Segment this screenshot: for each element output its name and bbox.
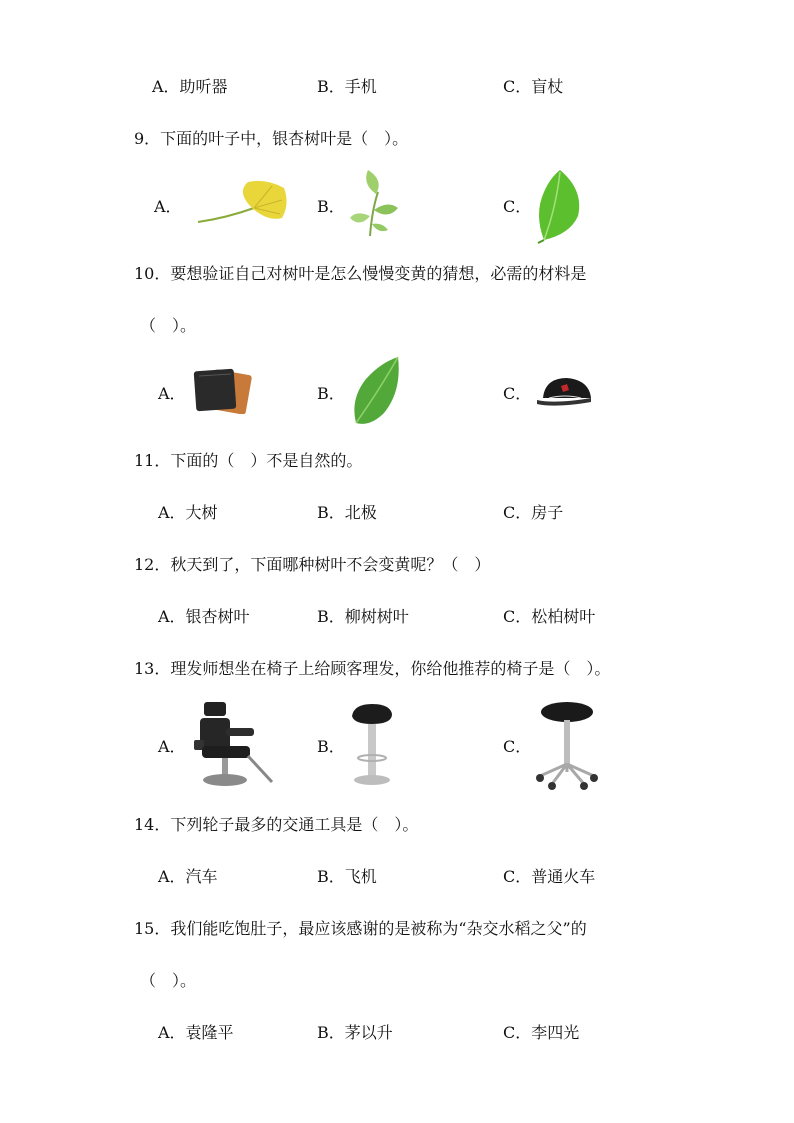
q10-option-c-label: C． — [503, 384, 532, 403]
q15-option-b: B．茅以升 — [317, 1023, 393, 1042]
q15-question-line2: （ ）。 — [140, 971, 197, 990]
q8-option-c: C．盲杖 — [503, 77, 564, 96]
q12-question: 12．秋天到了，下面哪种树叶不会变黄呢？（ ） — [134, 555, 491, 574]
q12-option-c: C．松柏树叶 — [503, 607, 596, 626]
q12-option-b: B．柳树树叶 — [317, 607, 409, 626]
q10-option-b-label: B． — [317, 384, 345, 403]
q10-question-line1: 10．要想验证自己对树叶是怎么慢慢变黄的猜想，必需的材料是 — [134, 264, 587, 283]
q15-question-line1: 15．我们能吃饱肚子，最应该感谢的是被称为“杂交水稻之父”的 — [134, 919, 587, 938]
q10-question-line2: （ ）。 — [140, 316, 197, 335]
q9-question: 9．下面的叶子中，银杏树叶是（ ）。 — [134, 129, 409, 148]
q11-question: 11．下面的（ ）不是自然的。 — [134, 451, 363, 470]
q8-option-a: A．助听器 — [152, 77, 228, 96]
q15-option-c: C．李四光 — [503, 1023, 580, 1042]
q14-option-b: B．飞机 — [317, 867, 377, 886]
ginkgo-leaf-image — [196, 178, 288, 226]
green-leaf-image — [534, 168, 584, 244]
wallet-image — [191, 366, 253, 414]
q15-option-a: A．袁隆平 — [158, 1023, 234, 1042]
bar-stool-image — [348, 702, 396, 788]
q9-option-c-label: C． — [503, 197, 532, 216]
q14-option-a: A．汽车 — [158, 867, 218, 886]
q13-option-b-label: B． — [317, 737, 345, 756]
green-sprout-image — [348, 170, 400, 238]
q13-question: 13．理发师想坐在椅子上给顾客理发，你给他推荐的椅子是（ ）。 — [134, 659, 611, 678]
q14-option-c: C．普通火车 — [503, 867, 596, 886]
q11-option-b: B．北极 — [317, 503, 377, 522]
q8-option-b: B．手机 — [317, 77, 377, 96]
q11-option-c: C．房子 — [503, 503, 564, 522]
q13-option-a-label: A． — [158, 737, 186, 756]
q9-option-a-label: A． — [154, 197, 182, 216]
barber-chair-image — [188, 700, 282, 790]
cap-image — [535, 374, 597, 406]
q9-option-b-label: B． — [317, 197, 345, 216]
q14-question: 14．下列轮子最多的交通工具是（ ）。 — [134, 815, 419, 834]
q10-option-a-label: A． — [158, 384, 186, 403]
q12-option-a: A．银杏树叶 — [158, 607, 250, 626]
rolling-stool-image — [534, 698, 600, 790]
q13-option-c-label: C． — [503, 737, 532, 756]
green-leaf-image-2 — [350, 355, 402, 427]
q11-option-a: A．大树 — [158, 503, 218, 522]
